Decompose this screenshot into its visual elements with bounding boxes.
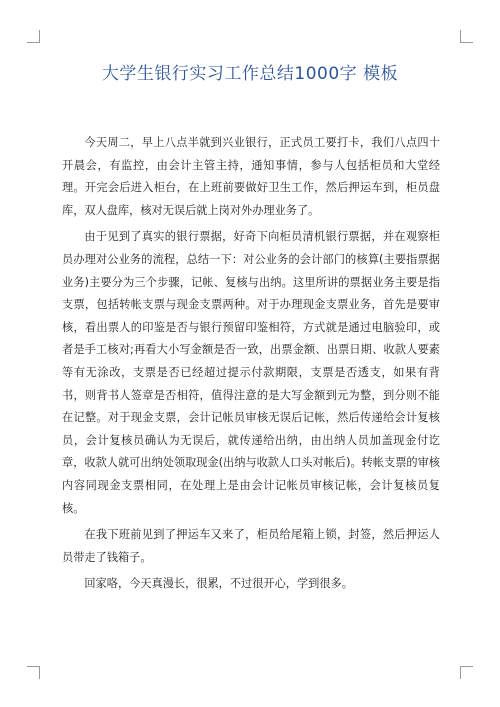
paragraph-3: 在我下班前见到了押运车又来了，柜员给尾箱上锁，封签，然后押运人员带走了钱箱子。: [62, 528, 440, 564]
paragraph-4: 回家咯，今天真漫长，很累，不过很开心，学到很多。: [84, 577, 353, 591]
document-body: [62, 132, 440, 600]
paragraph-2: 由于见到了真实的银行票据，好奇下向柜员清机银行票据，并在观察柜员办理对公业务的流程，总结一下：对公业务的会计部门的核算(主要指票据业务)主要分为三个步骤，记帐、复核与出纳。这里所讲的票据业务主要是指支票，包括转帐支票与现金支票两种。对于办理现金支票业务，首先是要审核，看出票人的印鉴是否与银行预留印鉴相符，方式就是通过电脑验印，或者是手工核对;再看大小写金额是否一致，出票金额、出票日期、收款人要素等有无涂改，支票是否已经超过提示付款期限，支票是否透支，如果有背书，则背书人签章是否相符，值得注意的是大写金额到元为整，到分则不能在记整。对于现金支票，会计记帐员审核无误后记帐，然后传递给会计复核员，会计复核员确认为无误后，就传递给出纳，由出纳人员加盖现金付讫章，收款人就可出纳处领取现金(出纳与收款人口头对帐后)。转帐支票的审核内容同现金支票相同，在处理上是由会计记帐员审核记帐，会计复核员复核。: [62, 230, 440, 515]
crop-mark-top-left: [27, 30, 40, 43]
paragraph-1: 今天周二，早上八点半就到兴业银行，正式员工要打卡，我们八点四十开晨会，有监控，由会计主管主持，通知事情，参与人包括柜员和大堂经理。开完会后进入柜台，在上班前要做好卫生工作，然后押运车到，柜员盘库，双人盘库，核对无误后就上岗对外办理业务了。: [62, 136, 440, 217]
crop-mark-top-right: [460, 30, 473, 43]
crop-mark-bottom-right: [460, 666, 473, 679]
document-title: 大学生银行实习工作总结1000字 模板: [101, 64, 399, 84]
crop-mark-bottom-left: [27, 666, 40, 679]
